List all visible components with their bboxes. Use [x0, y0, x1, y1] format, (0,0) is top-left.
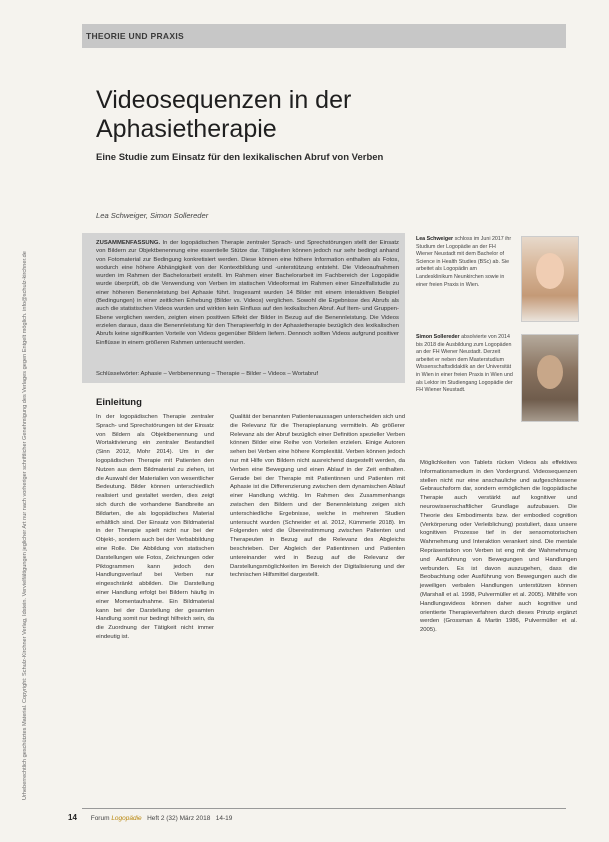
body-column-3: Möglichkeiten von Tablets rücken Videos als effektives Informationsmedium in den Vordergrund. Videosequenzen stellen nicht nur eine anschauliche und aufgeschlossene Gebrauchsform dar, sondern ermöglichen die logopädische Therapie auch verstärkt auf kognitiver und neurowissenschaftlicher Grundlage aufzubauen. Die Theorie des Embodiments bzw. der embodied cognition (Verkörperung oder Verleiblichung) postuliert, dass unsere kognitiven Prozesse tief in der sensomotorischen Wahrnehmung und Interaktion verankert sind. Die mentale Repräsentation von Verben ist eng mit der Wahrnehmung und Ausführung von Bewegungen und Handlungen verbunden. Es ist davon auszugehen, dass die Beobachtung oder Ausführung von Bewegungen auch die jeweiligen verbalen Handlungen unterstützen können (Marshall et al. 1998, Pulvermüller et al. 2005). Mithilfe von Handlungsvideos können daher auch kognitive und orientierte Therapieverfahren durch dieses Prinzip ergänzt werden (Grossman & Martin 1986, Pulvermüller et al. 2005). — [420, 460, 577, 634]
author-bio-1 — [416, 236, 514, 289]
abstract-text: In der logopädischen Therapie zentraler Sprach- und Sprechstörungen stellt der Einsatz von Bildern zur Objektbenennung eine essentielle Stütze dar. Tätigkeiten können jedoch nur sehr bedingt anhand von Fotomaterial zur Bedingung konkretisiert werden. Diese können eine höhere Information enthalten als Fotos, wodurch eine höhere Abhängigkeit von der Kontextbildung und -unterstützung entsteht. Die Videoaufnahmen wurden im Rahmen der Bachelorarbeit erstellt. Im Rahmen einer Bachelorarbeit im Fachbereich der Logopädie wurde überprüft, ob die Verwendung von Verben im statischen Videoformat im Rahmen einer Einzelfallstudie zu einer höheren Benennleistung bei Aphasie führt. Insgesamt wurden 14 Bilder mit einem interaktiven Beispiel (Bedingungen) in einer zeitlichen Erhebung (Bilder vs. Videos) verglichen. Sowohl die Ergebnisse des Abrufs als auch die statistischen Videos wurden und wirkten kein Einfluss auf den lexikalischen Abruf. Auf Item- und Gruppen-Ebene verglichen werden, zeigten einen positiven Effekt der Bilder in Bezug auf die Benennleistung. Die Videos erzielen daraus, dass die Benennleistung für den Therapieerfolg in der Aphasietherapie bezüglich des lexikalischen Abrufs keine signifikanten Vorteile von Videos gegenüber Bildern liefern. Dennoch sollten Videos aufgrund positiver Einflüsse in einem größeren Rahmen untersucht werden. — [96, 240, 399, 346]
photo-1-face — [536, 253, 564, 289]
article-title — [96, 86, 536, 144]
section-heading-einleitung: Einleitung — [96, 397, 142, 408]
journal-prefix: Forum — [90, 815, 110, 822]
body-column-2: Qualität der benannten Patientenaussagen unterscheiden sich und die Relevanz für die Therapieplanung vermitteln. Ab größerer Relevanz als der Abruf bezüglich einer Definition spezieller Verben können Bilder eine Reihe von Vorteilen erzielen. Einige Autoren sehen bei Verben eine höhere Komplexität. Verben können jedoch nur mit Hilfe von Bildern nicht ausreichend dargestellt werden, da Verben eine Bewegung und einen Ablauf in der Zeit enthalten. Gerade bei der Therapie mit Patientinnen und Patienten mit Aphasie ist die Differenzierung zwischen dem dynamischen Ablauf einer Handlung wichtig. Im Rahmen des Zusammenhangs zwischen den Bildern und der Benennleistung zeigen sich unterschiedliche Ergebnisse, welche in mehreren Studien untersucht wurden (Schneider et al. 2012, Kümmerle 2018). Im Folgenden wird die Übereinstimmung zwischen Patienten und Therapeuten in Bezug auf die Relevanz des Abgleichs beschrieben. Der Abgleich der Patientinnen und Patienten untereinander wird in Bezug auf die Relevanz der Darstellungsmöglichkeiten im Bereich der Digitalisierung und der technischen Hilfsmittel dargestellt. — [230, 414, 405, 579]
rubric-label: THEORIE UND PRAXIS — [86, 31, 184, 41]
page-number: 14 — [68, 813, 77, 822]
copyright-side-note: Urheberrechtlich geschütztes Material. Copyright: Schulz-Kirchner Verlag, Idstein. Vervielfältigungen jeglicher Art nur nach vorheriger schriftlicher Genehmigung des Verlages gegen Entgelt möglich. info@schulz-kirchner.de — [22, 251, 28, 800]
section-rubric — [82, 24, 566, 48]
page-footer — [68, 813, 232, 822]
article-subtitle: Eine Studie zum Einsatz für den lexikalischen Abruf von Verben — [96, 152, 384, 163]
title-line-2: Aphasietherapie — [96, 115, 277, 143]
bio-1-name: Lea Schweiger — [416, 236, 454, 242]
article-authors: Lea Schweiger, Simon Sollereder — [96, 211, 209, 220]
title-line-1: Videosequenzen in der — [96, 86, 352, 114]
abstract-label: ZUSAMMENFASSUNG. — [96, 240, 161, 246]
body-column-1: In der logopädischen Therapie zentraler Sprach- und Sprechstörungen ist der Einsatz von Bildern als Objektbenennung und Wortaktivierung ein zentraler Bestandteil (Sinn 2012, Mohr 2014). Um in der logopädischen Therapie mit Patienten den Nutzen aus dem Bildmaterial zu ziehen, ist die Auswahl der Materialien von wesentlicher Bedeutung. Bilder können unterschiedlich realisiert und gestaltet werden, dies zeigt sich durch die vorhandene Bandbreite an Bildarten, die als logopädisches Material erhältlich sind. Der Einsatz von Bildmaterial in der Therapie spielt nicht nur bei der Objekt-, sondern auch bei der Verbabbildung eine Rolle. Die Abbildung von statischen Darstellungen wie Fotos, Zeichnungen oder Piktogrammen kann jedoch den Handlungsverlauf bei Verben nur eingeschränkt abbilden. Die Darstellung einer Handlung erfolgt bei Bildern häufig in einer Momentaufnahme. Ein Bildmaterial kann bei der Darstellung der gesamten Handlung somit nur bedingt hilfreich sein, da die Zuordnung der Tätigkeit nicht immer eindeutig ist. — [96, 414, 214, 640]
bio-2-name: Simon Sollereder — [416, 334, 460, 340]
footer-divider — [82, 808, 566, 809]
journal-name: Logopädie — [111, 815, 142, 822]
bio-1-text: schloss im Juni 2017 ihr Studium der Logopädie an der FH Wiener Neustadt mit dem Bachelor of Science in Health Studies (BSc) ab. Sie arbeitet als Logopädin am Landesklinikum Neunkirchen sowie in einer freien Praxis in Wien. — [416, 236, 512, 288]
author-photo-1 — [521, 236, 579, 322]
journal-pages: 14-19 — [215, 815, 233, 822]
author-bio-2 — [416, 334, 514, 395]
keywords: Schlüsselwörter: Aphasie – Verbbenennung – Therapie – Bilder – Videos – Wortabruf — [96, 371, 319, 377]
photo-2-face — [537, 355, 563, 389]
abstract — [96, 239, 399, 347]
author-photo-2 — [521, 334, 579, 422]
journal-issue: Heft 2 (32) März 2018 — [147, 815, 211, 822]
bio-2-text: absolvierte von 2014 bis 2018 die Ausbildung zum Logopäden an der FH Wiener Neustadt. Derzeit arbeitet er neben dem Masterstudium Wissenschaftsdidaktik an der Universität in Wien in einer freien Praxis in Wien und als Lektor im Studiengang Logopädie der FH Wiener Neustadt. — [416, 334, 513, 394]
